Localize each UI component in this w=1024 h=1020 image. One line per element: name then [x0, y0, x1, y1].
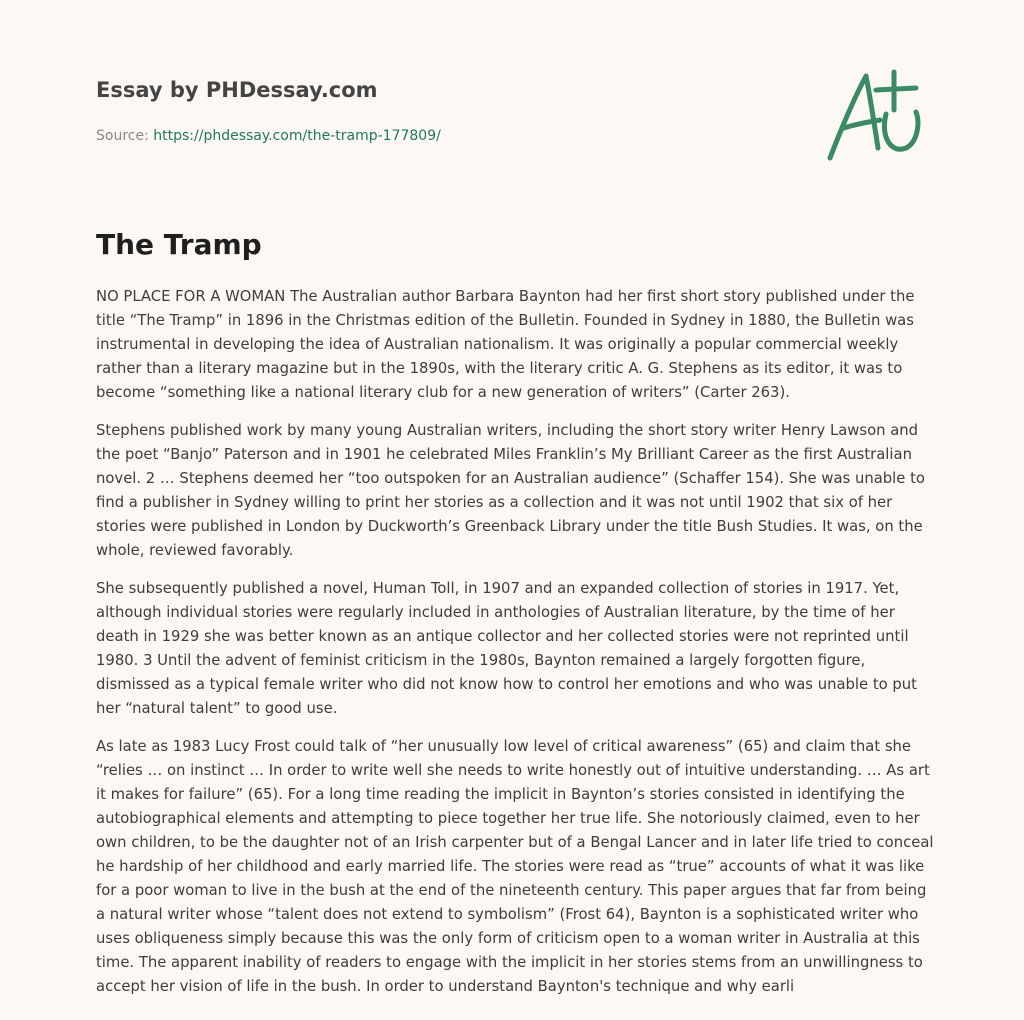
essay-paragraph: NO PLACE FOR A WOMAN The Australian author Barbara Baynton had her first short story published under the title “The Tramp” in 1896 in the Christmas edition of the Bulletin. Founded in Sydney in 1880, the Bulletin was instrumental in developing the idea of Australian nationalism. It was originally a popular commercial weekly rather than a literary magazine but in the 1890s, with the literary critic A. G. Stephens as its editor, it was to become “something like a national literary club for a new generation of writers” (Carter 263). — [96, 288, 915, 401]
source-link[interactable]: https://phdessay.com/the-tramp-177809/ — [153, 128, 441, 144]
essay-body — [96, 285, 934, 1013]
source-label: Source: — [96, 128, 154, 144]
essay-paragraph: She subsequently published a novel, Human Toll, in 1907 and an expanded collection of stories in 1917. Yet, although individual stories were regularly included in anthologies of Australian literature, by the time of her death in 1929 she was better known as an antique collector and her collected stories were not reprinted until 1980. 3 Until the advent of feminist criticism in the 1980s, Baynton remained a largely forgotten figure, dismissed as a typical female writer who did not know how to control her emotions and who was unable to put her “natural talent” to good use. — [96, 580, 917, 717]
site-brand: Essay by PHDessay.com — [96, 78, 378, 102]
source-line — [96, 126, 796, 146]
essay-title: The Tramp — [96, 228, 262, 261]
page-header — [96, 76, 796, 146]
a-plus-logo-icon — [820, 62, 930, 166]
essay-paragraph: Stephens published work by many young Australian writers, including the short story writer Henry Lawson and the poet “Banjo” Paterson and in 1901 he celebrated Miles Franklin’s My Brilliant Career as the first Australian novel. 2 … Stephens deemed her “too outspoken for an Australian audience” (Schaffer 154). She was unable to find a publisher in Sydney willing to print her stories as a collection and it was not until 1902 that six of her stories were published in London by Duckworth’s Greenback Library under the title Bush Studies. It was, on the whole, reviewed favorably. — [96, 422, 925, 559]
a-plus-logo — [820, 62, 930, 166]
essay-paragraph: As late as 1983 Lucy Frost could talk of “her unusually low level of critical awareness” (65) and claim that she “relies … on instinct … In order to write well she needs to write honestly out of intuitive understanding. … As art it makes for failure” (65). For a long time reading the implicit in Baynton’s stories consisted in identifying the autobiographical elements and attempting to piece together her true life. She notoriously claimed, even to her own children, to be the daughter not of an Irish carpenter but of a Bengal Lancer and in later life tried to conceal he hardship of her childhood and early married life. The stories were read as “true” accounts of what it was like for a poor woman to live in the bush at the end of the nineteenth century. This paper argues that far from being a natural writer whose “talent does not extend to symbolism” (Frost 64), Baynton is a sophisticated writer who uses obliqueness simply because this was the only form of criticism open to a woman writer in Australia at this time. The apparent inability of readers to engage with the implicit in her stories stems from an unwillingness to accept her vision of life in the bush. In order to understand Baynton's technique and why earli — [96, 738, 934, 995]
